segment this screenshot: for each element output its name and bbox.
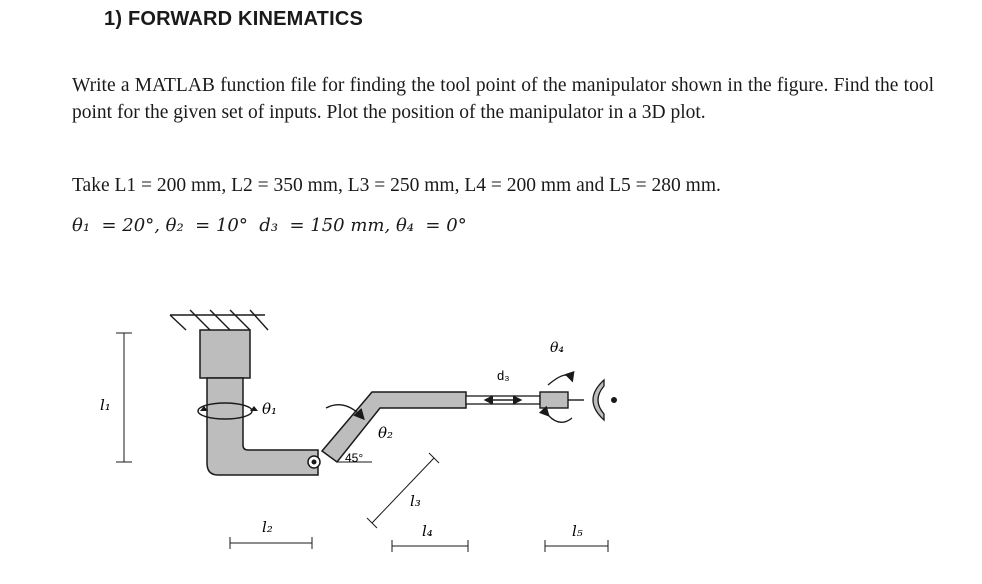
link-1-2 (207, 378, 318, 475)
gripper (593, 380, 604, 420)
wrist-block (540, 392, 568, 408)
l5-dimension (545, 540, 608, 552)
task-description: Write a MATLAB function file for finding the tool point of the manipulator shown in the figure. Find the tool point for the given set of inputs. Plot the position of the manipulator in a 3D plot. (72, 75, 934, 123)
l5-label: l₅ (572, 522, 583, 540)
theta4-arrow (548, 375, 572, 385)
link-lengths: Take L1 = 200 mm, L2 = 350 mm, L3 = 250 mm, L4 = 200 mm and L5 = 280 mm. (72, 175, 721, 196)
link-3 (322, 392, 466, 462)
manipulator-figure (0, 290, 982, 584)
section-heading: 1) FORWARD KINEMATICS (104, 8, 364, 30)
l3-dimension (367, 453, 439, 528)
ceiling-hatch (170, 310, 268, 330)
angle-45-label: 45° (345, 451, 364, 465)
l3-label: l₃ (410, 492, 421, 510)
l2-dimension (230, 537, 312, 549)
theta2-label: θ₂ (378, 424, 394, 442)
l4-label: l₄ (422, 522, 433, 540)
base-block (200, 330, 250, 378)
joint-inputs: θ₁ = 20°, θ₂ = 10° d₃ = 150 mm, θ₄ = 0° (72, 215, 467, 236)
theta1-label: θ₁ (262, 400, 278, 418)
theta4-label: θ₄ (550, 340, 565, 356)
l1-dimension (116, 333, 132, 462)
l1-label: l₁ (100, 396, 111, 414)
d3-label: d₃ (497, 368, 510, 383)
l4-dimension (392, 540, 468, 552)
l2-label: l₂ (262, 518, 273, 536)
